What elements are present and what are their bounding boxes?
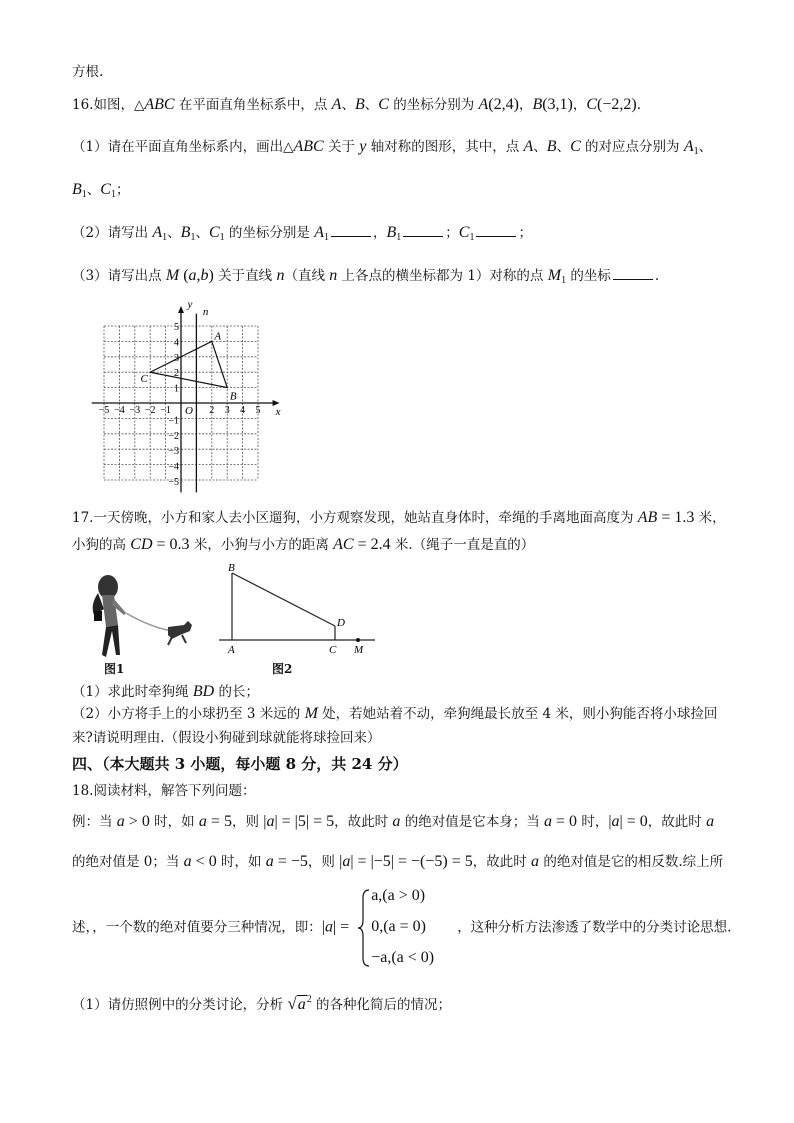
label-D: D (337, 617, 345, 629)
text-segment: a (266, 813, 275, 830)
y-tick-label: −5 (168, 477, 179, 488)
y-tick-label: −2 (168, 430, 179, 442)
text-segment: | = |5| = 5 (274, 813, 335, 830)
text-segment: （直线 (284, 268, 330, 284)
x-tick-label: −2 (144, 405, 156, 416)
text-segment: | (321, 918, 325, 936)
x-tick-label: −4 (114, 405, 125, 416)
text-segment: B (354, 96, 365, 113)
x-tick-label: 5 (255, 405, 261, 416)
text-segment: 16.如图，△ (72, 97, 145, 113)
text-segment: C (586, 96, 598, 113)
piecewise-abs-definition (357, 884, 453, 972)
text-segment: （3）请写出点 (72, 268, 166, 284)
text-segment: 来?请说明理由.（假设小狗碰到球就能将球捡回来） (72, 730, 381, 746)
coordinate-grid-figure (80, 300, 290, 500)
text-segment: a (611, 813, 620, 830)
text-segment: M (547, 267, 562, 284)
text-segment: 1 (219, 232, 225, 243)
x-tick-label: 3 (224, 405, 230, 416)
y-tick-label: −3 (168, 446, 179, 458)
text-segment: （1）求此时牵狗绳 (72, 684, 193, 700)
text-segment: ABC (144, 96, 175, 113)
text-segment: < 0 (191, 853, 217, 870)
text-segment: 四、（本大题共 3 小题，每小题 8 分，共 24 分） (72, 755, 408, 773)
text-segment: = 0.3 (152, 536, 190, 553)
text-segment: A (683, 138, 694, 155)
text-segment: ， (373, 225, 387, 241)
answer-blank[interactable] (476, 222, 516, 237)
text-segment: C (378, 96, 389, 113)
text-segment: 、 (364, 97, 379, 113)
text-segment: (−2,2) (597, 96, 637, 113)
text-segment: （2）小方将手上的小球扔至 3 米远的 (72, 706, 305, 722)
text-segment: a (342, 853, 351, 870)
text-segment: 例：当 (72, 814, 117, 830)
text-segment: 1 (110, 189, 116, 200)
text-segment: . (654, 268, 660, 284)
text-segment: = 5 (206, 813, 232, 830)
text-segment: 的绝对值是它本身；当 (400, 814, 544, 830)
x-tick-label: −1 (160, 405, 171, 416)
text-segment: ，则 (231, 814, 264, 830)
text-segment: a (324, 918, 333, 936)
text-segment: M (304, 705, 318, 722)
text-segment: 1 (190, 232, 196, 243)
text-segment: A (152, 224, 163, 241)
text-segment: ，这种分析方法渗透了数学中的分类讨论思想. (457, 919, 732, 936)
text-segment: 的各种化简后的情况； (311, 997, 452, 1013)
case-zero: 0,(a = 0) (371, 918, 426, 935)
text-segment: n (329, 267, 338, 284)
dog-walking-illustration (80, 565, 200, 665)
text-segment: ( (179, 267, 189, 284)
text-segment: 1 (81, 189, 87, 200)
y-tick-label: 4 (174, 337, 179, 349)
text-segment: B (386, 224, 397, 241)
text-segment: 的对应点分别为 (580, 139, 684, 155)
text-segment: | (339, 853, 343, 870)
text-segment: 时，如 (216, 854, 266, 870)
text-segment: 关于直线 (213, 268, 277, 284)
text-segment: ) (208, 267, 214, 284)
answer-blank[interactable] (403, 222, 443, 237)
text-segment: a (297, 996, 306, 1013)
case-negative: −a,(a < 0) (371, 949, 435, 966)
origin-label: O (185, 405, 193, 417)
left-brace-icon (357, 888, 371, 968)
q16-part2 (72, 222, 532, 248)
text-segment: | = (332, 918, 354, 936)
q18-summary (72, 884, 731, 972)
text-segment: | (608, 813, 612, 830)
text-segment: 方根. (72, 64, 104, 80)
text-segment: 的绝对值是它的相反数.综上所 (539, 854, 724, 870)
x-tick-label: 2 (209, 405, 215, 416)
text-segment: a (544, 813, 552, 830)
y-tick-label: 3 (174, 352, 179, 364)
text-segment: a (392, 813, 401, 830)
text-segment: = 1.3 (657, 509, 695, 526)
text-segment: ， (518, 97, 533, 113)
label-A: A (228, 644, 235, 656)
case-positive: a,(a > 0) (371, 887, 426, 904)
figure2-caption: 图2 (272, 662, 293, 676)
text-segment: 轴对称的图形，其中，点 (366, 139, 524, 155)
text-segment: | = |−5| = −(−5) = 5 (350, 853, 473, 870)
text-segment: 的坐标分别为 (388, 97, 479, 113)
q16-part1-cont (72, 180, 129, 205)
y-tick-label: −1 (168, 415, 179, 427)
text-segment: y (359, 138, 367, 155)
q18-stem (72, 781, 255, 801)
text-segment: √ (287, 994, 297, 1013)
text-segment: ， (572, 97, 587, 113)
q17-part1 (72, 682, 259, 702)
text-segment: 时，如 (149, 814, 199, 830)
text-segment: 上各点的横坐标都为 1）对称的点 (337, 268, 548, 284)
text-segment: 、 (556, 139, 571, 155)
y-tick-label: 1 (174, 383, 179, 395)
text-segment: a (265, 853, 274, 870)
answer-blank[interactable] (331, 222, 371, 237)
point-label-B: B (229, 390, 237, 403)
q16-stem (72, 95, 641, 115)
text-segment: 2 (306, 994, 312, 1005)
text-segment: 关于 (323, 139, 360, 155)
text-segment: A (331, 96, 342, 113)
text-segment: ABC (293, 138, 324, 155)
text-segment: （1）请在平面直角坐标系内，画出△ (72, 139, 294, 155)
prev-tail (72, 62, 103, 82)
text-segment: B (180, 224, 191, 241)
text-segment: 时， (577, 814, 609, 830)
text-segment: n (276, 267, 285, 284)
q18-example (72, 812, 714, 832)
text-segment: a (706, 813, 715, 830)
text-segment: 1 (396, 232, 402, 243)
text-segment: ，故此时 (334, 814, 393, 830)
text-segment: = 2.4 (353, 536, 391, 553)
x-axis-label: x (275, 406, 281, 418)
text-segment: A (314, 224, 324, 241)
y-axis-label: y (187, 300, 193, 311)
figure1-caption: 图1 (104, 662, 125, 676)
text-segment: 、 (195, 225, 209, 241)
text-segment: 、 (698, 139, 713, 155)
text-segment: 1 (324, 232, 329, 243)
y-tick-label: −4 (168, 461, 179, 473)
text-segment: C (208, 224, 220, 241)
text-segment: a (183, 853, 192, 870)
text-segment: （1）请仿照例中的分类讨论，分析 (72, 997, 288, 1013)
y-tick-label: 5 (174, 322, 179, 333)
q17-stem-cont (72, 535, 534, 555)
text-segment: 的长； (214, 684, 260, 700)
text-segment: ； (445, 225, 459, 241)
triangle-ABC (150, 341, 227, 387)
text-segment: C (458, 224, 470, 241)
text-segment: ，故此时 (472, 854, 532, 870)
text-segment: 的坐标分别是 (224, 225, 315, 241)
text-segment: 在平面直角坐标系中，点 (174, 97, 332, 113)
text-segment: 处，若她站着不动，牵狗绳最长放至 4 米，则小狗能否将小球捡回 (317, 706, 718, 722)
text-segment: | = 0 (619, 813, 648, 830)
label-B: B (228, 562, 235, 574)
text-segment: ，则 (307, 854, 340, 870)
text-segment: B (546, 138, 557, 155)
y-axis-arrow-icon (178, 306, 184, 313)
text-segment: . (636, 97, 642, 113)
text-segment: (2,4) (488, 96, 519, 113)
text-segment: A (523, 138, 534, 155)
text-segment: 米，小狗与小方的距离 (189, 537, 334, 553)
text-segment: B (72, 181, 82, 198)
text-segment: 、 (167, 225, 181, 241)
text-segment: 1 (469, 232, 475, 243)
text-segment: a (531, 853, 540, 870)
text-segment: 、 (341, 97, 355, 113)
text-segment: 1 (561, 275, 567, 286)
text-segment: A (478, 96, 489, 113)
text-segment: 的坐标 (566, 268, 611, 284)
text-segment: 米， (694, 510, 726, 526)
text-segment: 18.阅读材料，解答下列问题： (72, 783, 256, 799)
text-segment: C (570, 138, 581, 155)
text-segment: a (116, 813, 125, 830)
text-segment: ； (518, 225, 532, 241)
text-segment: C (100, 181, 111, 198)
x-tick-label: −3 (129, 405, 141, 416)
text-segment: ； (115, 182, 130, 198)
text-segment: CD (130, 536, 153, 553)
q17-part2-cont (72, 728, 381, 748)
text-segment: b (200, 267, 209, 284)
text-segment: (3,1) (542, 96, 573, 113)
rope-triangle-diagram (215, 560, 385, 660)
q17-part2 (72, 704, 717, 724)
text-segment: > 0 (124, 813, 150, 830)
text-segment: a (188, 267, 197, 284)
text-segment: ，故此时 (647, 814, 707, 830)
text-segment: | (263, 813, 267, 830)
point-label-A: A (214, 330, 222, 343)
text-segment: AC (333, 536, 354, 553)
q16-part1 (72, 137, 712, 162)
q16-part3 (72, 265, 659, 291)
text-segment: 米.（绳子一直是直的） (390, 537, 535, 553)
text-segment: BD (192, 683, 215, 700)
text-segment: B (532, 96, 543, 113)
label-C: C (329, 644, 337, 656)
x-tick-label: 4 (240, 405, 246, 416)
text-segment: 小狗的高 (72, 537, 131, 553)
point-label-C: C (140, 373, 148, 386)
text-segment: AB (637, 509, 658, 526)
q17-stem (72, 508, 726, 528)
text-segment: M (165, 267, 180, 284)
text-segment: = 0 (552, 813, 578, 830)
x-tick-label: −5 (98, 405, 110, 416)
label-M: M (354, 644, 364, 656)
text-segment: 17.一天傍晚，小方和家人去小区遛狗，小方观察发现，她站直身体时，牵绳的手离地面高度为 (72, 510, 638, 526)
text-segment: = −5 (273, 853, 308, 870)
text-segment: 的绝对值是 0；当 (72, 854, 184, 870)
text-segment: 、 (533, 139, 547, 155)
text-segment: 1 (693, 146, 699, 157)
q18-part1 (72, 990, 451, 1015)
text-segment: （2）请写出 (72, 225, 153, 241)
line-n-label: n (202, 306, 209, 319)
text-segment: a (198, 813, 207, 830)
y-tick-label: 2 (174, 368, 179, 380)
text-segment: 1 (162, 232, 168, 243)
answer-blank[interactable] (613, 265, 653, 280)
section-four (72, 754, 408, 775)
text-segment: 、 (86, 182, 101, 198)
text-segment: 述，，一个数的绝对值要分三种情况，即： (72, 919, 322, 936)
text-segment: , (196, 267, 201, 284)
q18-example-cont (72, 852, 723, 872)
